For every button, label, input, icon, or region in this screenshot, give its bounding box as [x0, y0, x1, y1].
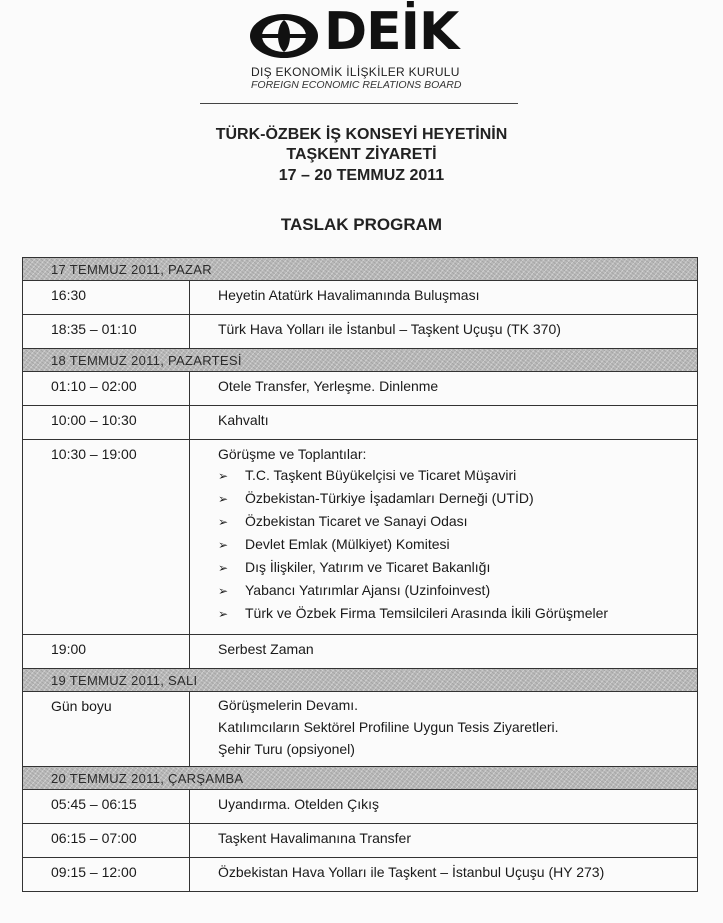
list-item-label: T.C. Taşkent Büyükelçisi ve Ticaret Müşaviri [245, 467, 517, 483]
activity-line: Görüşmelerin Devamı. [218, 697, 359, 713]
time-cell: 18:35 – 01:10 [23, 315, 190, 349]
list-item-label: Özbekistan-Türkiye İşadamları Derneği (UTİD) [245, 490, 534, 506]
table-row [23, 635, 698, 669]
list-item-label: Devlet Emlak (Mülkiyet) Komitesi [245, 536, 450, 552]
table-row [23, 372, 698, 406]
arrow-bullet-icon: ➢ [218, 584, 229, 598]
activity-cell: Heyetin Atatürk Havalimanında Buluşması [190, 281, 698, 315]
deik-logo [248, 2, 488, 100]
list-item [218, 602, 697, 625]
activity-line: Katılımcıların Sektörel Profiline Uygun Tesis Ziyaretleri. [218, 719, 559, 735]
time-cell: 10:30 – 19:00 [23, 440, 190, 635]
day-header [23, 669, 698, 692]
arrow-bullet-icon: ➢ [218, 607, 229, 621]
list-item-label: Yabancı Yatırımlar Ajansı (Uzinfoinvest) [245, 582, 491, 598]
table-row [23, 824, 698, 858]
list-item [218, 510, 697, 533]
time-cell: 06:15 – 07:00 [23, 824, 190, 858]
time-cell: 05:45 – 06:15 [23, 790, 190, 824]
title-dates: 17 – 20 TEMMUZ 2011 [278, 167, 445, 184]
activity-cell [190, 440, 698, 635]
time-cell: 01:10 – 02:00 [23, 372, 190, 406]
list-item-label: Özbekistan Ticaret ve Sanayi Odası [245, 513, 468, 529]
arrow-bullet-icon: ➢ [218, 469, 229, 483]
schedule-table [22, 257, 698, 892]
day-header [23, 767, 698, 790]
time-cell: 16:30 [23, 281, 190, 315]
list-item [218, 487, 697, 510]
activity-cell: Serbest Zaman [190, 635, 698, 669]
list-item [218, 533, 697, 556]
table-row [23, 281, 698, 315]
activity-cell: Uyandırma. Otelden Çıkış [190, 790, 698, 824]
list-item-label: Dış İlişkiler, Yatırım ve Ticaret Bakanlığı [245, 559, 491, 575]
table-row [23, 692, 698, 767]
day-header [23, 349, 698, 372]
org-name-en: FOREIGN ECONOMIC RELATIONS BOARD [251, 79, 462, 91]
header-divider [200, 103, 518, 104]
activity-line: Şehir Turu (opsiyonel) [218, 741, 355, 757]
title-line-1: TÜRK-ÖZBEK İŞ KONSEYİ HEYETİNİN [215, 126, 508, 143]
time-cell: 19:00 [23, 635, 190, 669]
day-label: 18 TEMMUZ 2011, PAZARTESİ [23, 349, 698, 372]
globe-logo-icon [248, 12, 320, 60]
activity-cell: Otele Transfer, Yerleşme. Dinlenme [190, 372, 698, 406]
meetings-list [218, 464, 697, 625]
day-header [23, 258, 698, 281]
arrow-bullet-icon: ➢ [218, 561, 229, 575]
activity-cell [190, 692, 698, 767]
arrow-bullet-icon: ➢ [218, 515, 229, 529]
table-row [23, 858, 698, 892]
activity-cell: Özbekistan Hava Yolları ile Taşkent – İstanbul Uçuşu (HY 273) [190, 858, 698, 892]
list-item [218, 556, 697, 579]
table-row [23, 790, 698, 824]
day-label: 17 TEMMUZ 2011, PAZAR [23, 258, 698, 281]
org-name-tr: DIŞ EKONOMİK İLİŞKİLER KURULU [251, 65, 460, 79]
arrow-bullet-icon: ➢ [218, 538, 229, 552]
activity-cell: Türk Hava Yolları ile İstanbul – Taşkent Uçuşu (TK 370) [190, 315, 698, 349]
activity-cell: Taşkent Havalimanına Transfer [190, 824, 698, 858]
list-item [218, 579, 697, 602]
time-cell: 09:15 – 12:00 [23, 858, 190, 892]
meetings-heading: Görüşme ve Toplantılar: [218, 446, 367, 462]
list-item [218, 464, 697, 487]
table-row [23, 440, 698, 635]
program-heading: TASLAK PROGRAM [280, 215, 443, 234]
arrow-bullet-icon: ➢ [218, 492, 229, 506]
day-label: 19 TEMMUZ 2011, SALI [23, 669, 698, 692]
table-row [23, 406, 698, 440]
day-label: 20 TEMMUZ 2011, ÇARŞAMBA [23, 767, 698, 790]
time-cell: 10:00 – 10:30 [23, 406, 190, 440]
logo-wordmark: DEİK [324, 2, 459, 62]
list-item-label: Türk ve Özbek Firma Temsilcileri Arasında İkili Görüşmeler [245, 605, 609, 621]
activity-cell: Kahvaltı [190, 406, 698, 440]
title-line-2: TAŞKENT ZİYARETİ [286, 146, 437, 163]
table-row [23, 315, 698, 349]
time-cell: Gün boyu [23, 692, 190, 767]
